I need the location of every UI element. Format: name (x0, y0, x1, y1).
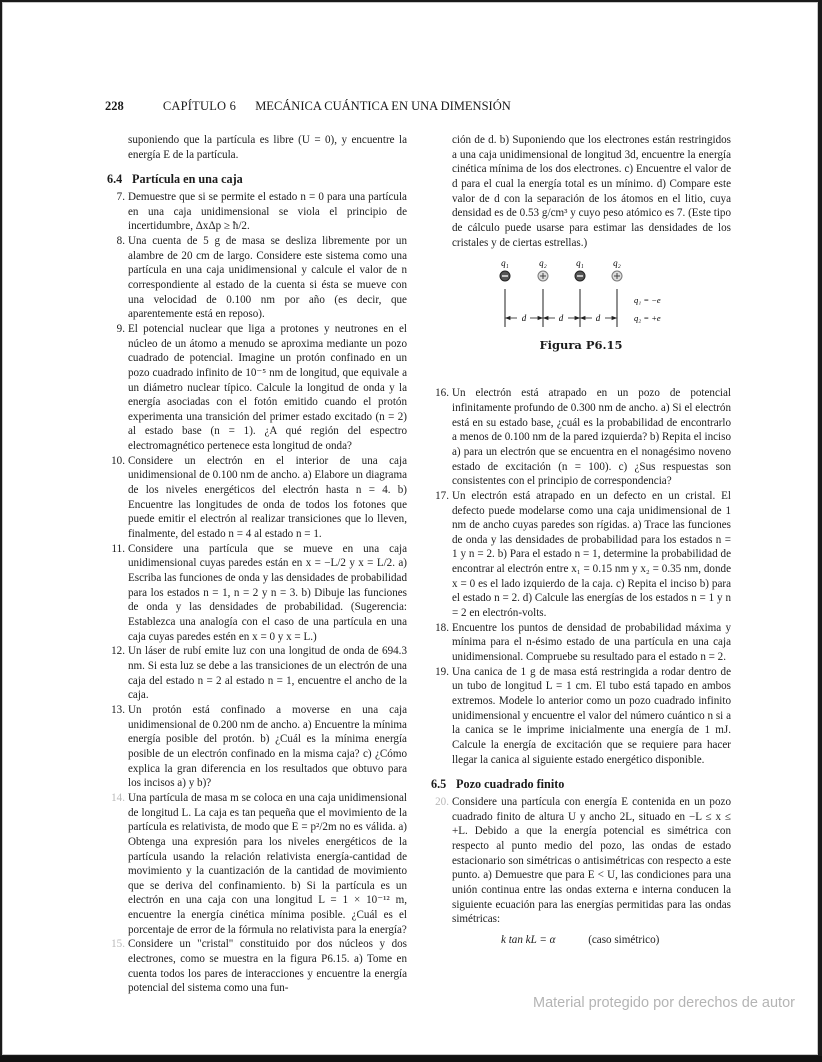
copyright-watermark: Material protegido por derechos de autor (533, 995, 795, 1011)
problem-text: Demuestre que si se permite el estado n = 0 para una partícula en una caja unidimensional se viola el principio de incertidumbre, ΔxΔp ≥ ħ/2. (128, 190, 407, 233)
problem-9 (107, 322, 407, 454)
problem-text: Un láser de rubí emite luz con una longitud de onda de 694.3 nm. Si esta luz se debe a las transiciones de un electrón de una caja del estado n = 2 al estado n = 1, encuentre el ancho de la caja. (128, 645, 407, 702)
problem-text: Considere una partícula que se mueve en una caja unidimensional cuyas paredes están en x = −L/2 y x = L/2. a) Escriba las funciones de onda y las densidades de probabilidad para los estados n = 1, n = 2 y n = 3. b) Dibuje las funciones de onda y las densidades de probabilidad. (Sugerencia: Establezca una analogía con el caso de una partícula en una caja cuyas paredes estén en x = 0 y x = L.) (128, 542, 407, 643)
right-column (431, 133, 731, 948)
problem-number: 11. (111, 542, 125, 555)
problem-text: Una cuenta de 5 g de masa se desliza libremente por un alambre de 20 cm de largo. Considere este sistema como una partícula en una caja unidimensional y calcule el valor de n correspondiente al estado de la cuenta si ésta se mueve con una velocidad de 0.100 nm por año (es decir, que aparentemente está en reposo). (128, 234, 407, 321)
continuation-text: suponiendo que la partícula es libre (U = 0), y encuentre la energía E de la partícula. (128, 134, 407, 161)
problem-number: 14. (111, 791, 125, 804)
spacing-label: d (595, 313, 601, 324)
problem-15 (107, 937, 407, 996)
q-label: q₁ (576, 258, 584, 269)
electron-charge-icon (575, 271, 585, 281)
nucleus-charge-icon (612, 271, 622, 281)
problem-number: 18. (435, 621, 449, 634)
section-heading (431, 777, 731, 792)
legend-q1: q₁ = −e (634, 295, 661, 306)
legend-q2: q₂ = +e (634, 313, 661, 324)
problem-11 (107, 542, 407, 645)
section-number: 6.4 (107, 172, 123, 187)
spacing-label: d (558, 313, 564, 324)
section-number: 6.5 (431, 777, 447, 792)
equation-label: (caso simétrico) (588, 933, 660, 946)
problem-text: Una partícula de masa m se coloca en una caja unidimensional de longitud L. La caja es tan pequeña que el movimiento de la partícula es relativista, de modo que E = p²/2m no es válida. a) Obtenga una expresión para los niveles energéticos de la partícula usando la relación relativista energía-cantidad de movimiento y la cuantización de la cantidad de movimiento que se deriva del confinamiento. b) Si la partícula es un electrón en una caja con una longitud L = 1 × 10⁻¹² m, encuentre la energía cinética mínima posible. ¿Cuál es el porcentaje de error de la fórmula no relativista para la energía? (128, 791, 407, 936)
document-page (2, 2, 818, 1055)
problem-number: 19. (435, 665, 449, 678)
left-column (107, 133, 407, 996)
problem-number: 20. (435, 795, 449, 808)
section-title: Partícula en una caja (132, 172, 243, 187)
problem-number: 7. (116, 190, 125, 203)
nucleus-charge-icon (538, 271, 548, 281)
problem-16 (431, 386, 731, 489)
chapter-label: CAPÍTULO 6 (162, 99, 237, 113)
problem-text: El potencial nuclear que liga a protones y neutrones en el núcleo de un átomo a menudo se aproxima mediante un pozo cuadrado de potencial. Imagine un protón confinado en un pozo cuadrado infinito de 10⁻⁵ nm de longitud, que equivale a un diámetro nuclear típico. Calcule la longitud de onda y la energía asociadas con el fotón emitido cuando el protón experimenta una transición del primer estado excitado (n = 2) al estado base (n = 1). ¿A qué región del espectro electromagnético pertenece esta longitud de onda? (128, 322, 407, 453)
problem-18 (431, 621, 731, 665)
problem-text: Considere un electrón en el interior de una caja unidimensional de 0.100 nm de ancho. a) Elabore un diagrama de los niveles energéticos del electrón hasta n = 4. b) Encuentre las longitudes de onda de todos los fotones que puede emitir el electrón al realizar transiciones que lo lleven, finalmente, del estado n = 4 al estado n = 1. (128, 454, 407, 541)
section-heading (107, 172, 407, 187)
chapter-title: MECÁNICA CUÁNTICA EN UNA DIMENSIÓN (255, 99, 511, 113)
problem-17 (431, 489, 731, 621)
bottom-bar (0, 1056, 822, 1062)
problem-text: Considere un "cristal" constituido por dos núcleos y dos electrones, como se muestra en la figura P6.15. a) Tome en cuenta todos los pares de interacciones y encuentre la energía potencial del sistema como una fun- (128, 938, 407, 995)
q-label: q₂ (539, 258, 547, 269)
problem-number: 17. (435, 489, 449, 502)
equation-math: k tan kL = α (501, 933, 556, 946)
problem-number: 9. (116, 322, 125, 335)
problem-10 (107, 454, 407, 542)
section-title: Pozo cuadrado finito (456, 777, 565, 792)
problem-number: 15. (111, 938, 125, 951)
problem-number: 12. (111, 645, 125, 658)
problem-number: 16. (435, 387, 449, 400)
problem-number: 13. (111, 703, 125, 716)
problem-text: Un electrón está atrapado en un pozo de potencial infinitamente profundo de 0.300 nm de ancho. a) Si el electrón está en su estado base, ¿cuál es la probabilidad de encontrarlo a menos de 0.100 nm de la pared izquierda? b) Repita el inciso a) para un electrón que se encuentra en el nonagésimo noveno estado de excitación (n = 100). c) ¿Sus respuestas son consistentes con el principio de correspondencia? (452, 387, 731, 488)
problem-14 (107, 791, 407, 938)
problem-text: Encuentre los puntos de densidad de probabilidad máxima y mínima para el n-ésimo estado de una partícula en una caja unidimensional. Compruebe su resultado para el estado n = 2. (452, 621, 731, 664)
problem-number: 8. (116, 234, 125, 247)
problem-19 (431, 665, 731, 768)
problem-text: Un protón está confinado a moverse en una caja unidimensional de 0.200 nm de ancho. a) Encuentre la mínima energía posible del protón. b) ¿Cuál es la mínima energía posible de un electrón confinado en la misma caja? c) ¿Cómo explica la gran diferencia en los resultados que obtuvo para los incisos a) y b)? (128, 703, 407, 790)
q-label: q₂ (613, 258, 621, 269)
spacing-label: d (521, 313, 527, 324)
continuation-text: ción de d. b) Suponiendo que los electrones están restringidos a una caja unidimensional de longitud 3d, encuentre la energía cinética mínima de los dos electrones. c) Encuentre el valor de d para el cual la energía total es un mínimo. d) Compare este valor de d con la separación de los átomos en el litio, cuya densidad es de 0.53 g/cm³ y cuyo peso atómico es 7. (Este tipo de cálculo puede usarse para estimar las densidades de los cristales y de ciertas estrellas.) (452, 134, 731, 249)
problem-8 (107, 234, 407, 322)
figure-caption: Figura P6.15 (539, 338, 623, 353)
page-number: 228 (105, 99, 124, 113)
problem-20 (431, 795, 731, 927)
problem-text: Un electrón está atrapado en un defecto en un cristal. El defecto puede modelarse como una caja unidimensional de 1 nm de ancho cuyas paredes son rígidas. a) Trace las funciones de onda y las densidades de probabilidad para los estados n = 1 y n = 2. b) Para el estado n = 1, determine la probabilidad de encontrar al electrón entre x₁ = 0.15 nm y x₂ = 0.35 nm, donde x = 0 es el lado izquierdo de la caja. c) Repita el inciso b) para el estado n = 2. d) Calcule las energías de los estados n = 1 y n = 2 en electrón-volts. (452, 489, 731, 620)
problem-13 (107, 703, 407, 791)
q-label: q₁ (501, 258, 509, 269)
charge-diagram (431, 256, 731, 336)
electron-charge-icon (500, 271, 510, 281)
problem-7 (107, 190, 407, 234)
problem-number: 10. (111, 454, 125, 467)
problem-text: Una canica de 1 g de masa está restringida a rodar dentro de un tubo de longitud L = 1 cm. El tubo está tapado en ambos extremos. Modele lo anterior como un pozo cuadrado infinito unidimensional y encuentre el valor del número cuántico n si a la canica se le imprime inicialmente una energía de 1 mJ. Calcule la energía de excitación que se requiere para hacer llegar la canica al siguiente estado energético disponible. (452, 665, 731, 766)
figure-p6-15 (431, 256, 731, 386)
equation (431, 933, 731, 948)
problem-12 (107, 644, 407, 703)
problem-text: Considere una partícula con energía E contenida en un pozo cuadrado finito de altura U y ancho 2L, situado en −L ≤ x ≤ +L. Debido a que la energía potencial es simétrica con respecto al punto medio del pozo, las ondas de estado estacionario son simétricas o antisimétricas con respecto a este punto. a) Demuestre que para E < U, las condiciones para una unión continua entre las ondas externa e interna conducen la siguiente ecuación para las energías permitidas para las ondas simétricas: (452, 795, 731, 926)
running-header (105, 99, 511, 114)
